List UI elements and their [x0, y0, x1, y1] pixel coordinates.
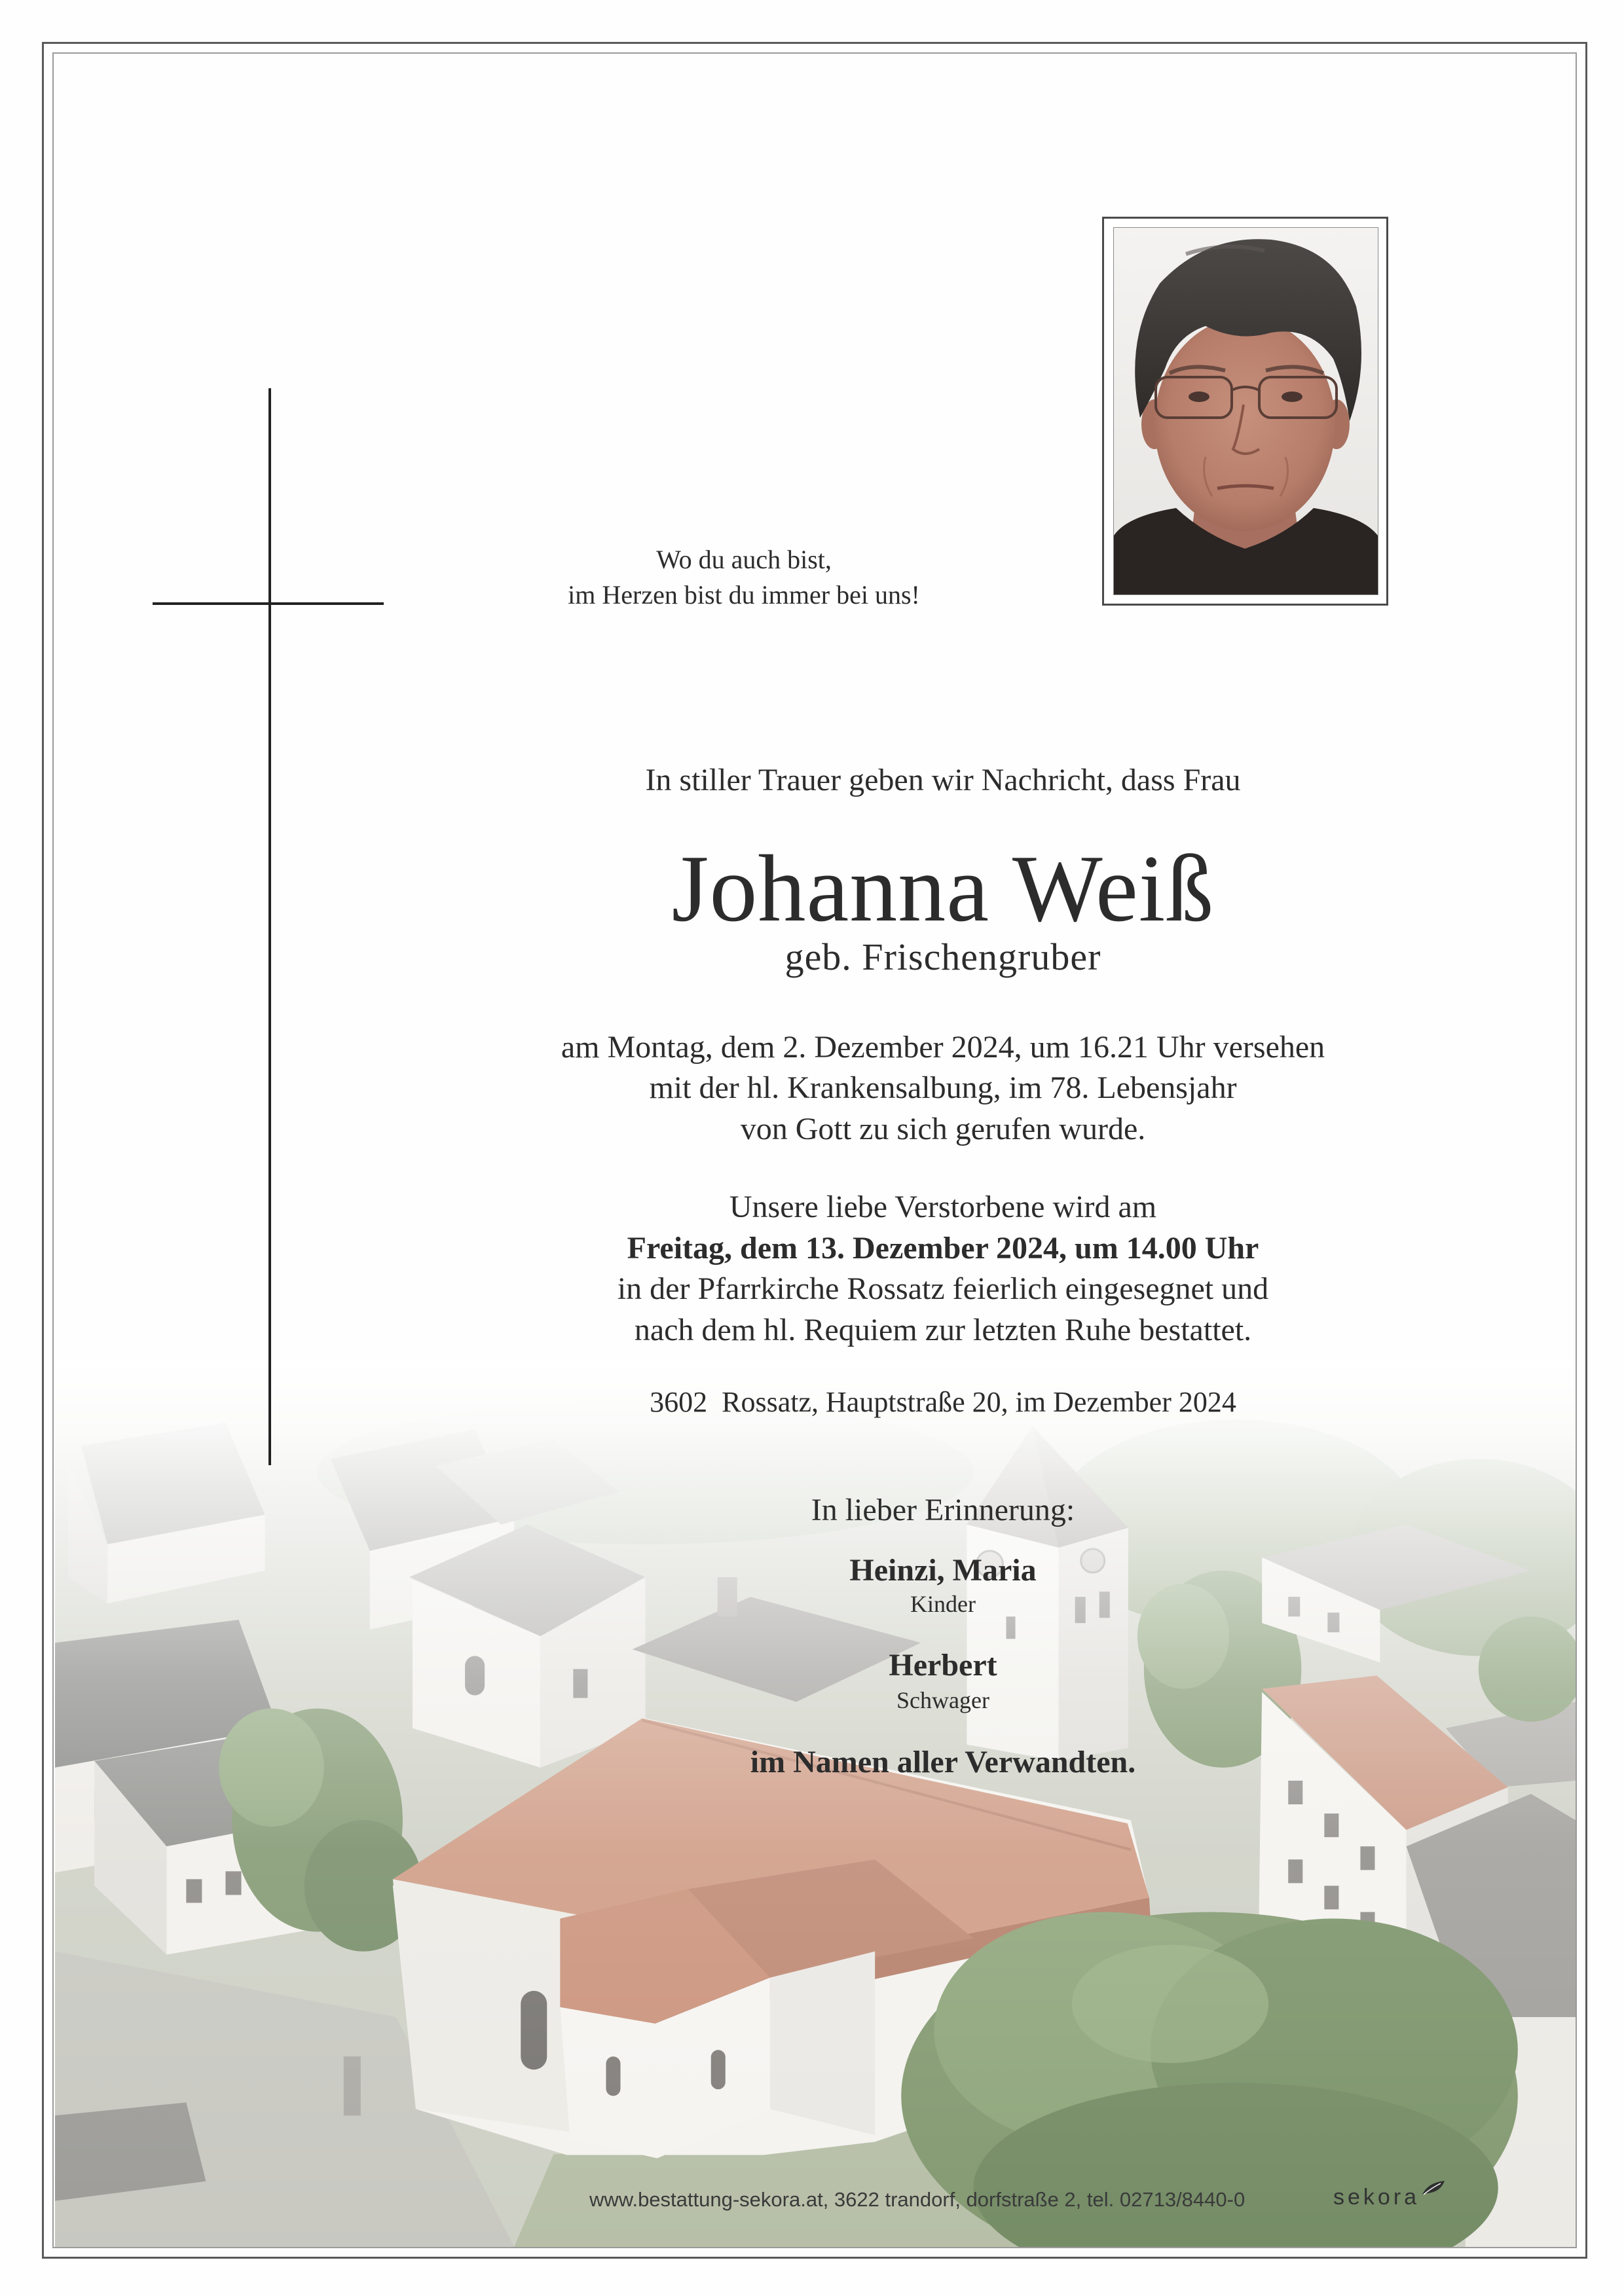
funeral-notice-line: in der Pfarrkirche Rossatz feierlich eingesegnet und	[617, 1271, 1269, 1306]
mourner-names: Herbert	[889, 1648, 997, 1683]
maiden-name: geb. Frischengruber	[784, 936, 1101, 978]
funeral-date-time: Freitag, dem 13. Dezember 2024, um 14.00 Uhr	[627, 1231, 1259, 1266]
mourners-closing: im Namen aller Verwandten.	[750, 1745, 1136, 1779]
quote-line-2: im Herzen bist du immer bei uns!	[568, 580, 920, 610]
funeral-notice-line: nach dem hl. Requiem zur letzten Ruhe bestattet.	[634, 1313, 1252, 1347]
page-frame-inner	[52, 52, 1577, 2248]
funeral-home-contact: www.bestattung-sekora.at, 3622 trandorf, dorfstraße 2, tel. 02713/8440-0	[589, 2188, 1246, 2211]
mourners-heading: In lieber Erinnerung:	[811, 1493, 1075, 1527]
mourner-relation: Kinder	[910, 1591, 976, 1617]
funeral-notice-line: Unsere liebe Verstorbene wird am	[729, 1190, 1157, 1224]
death-notice-line: von Gott zu sich gerufen wurde.	[740, 1112, 1146, 1146]
deceased-name: Johanna Weiß	[671, 835, 1215, 941]
mourner-relation: Schwager	[896, 1687, 989, 1713]
mourner-names: Heinzi, Maria	[849, 1553, 1037, 1588]
death-notice-line: mit der hl. Krankensalbung, im 78. Lebensjahr	[649, 1070, 1237, 1105]
intro-line: In stiller Trauer geben wir Nachricht, dass Frau	[645, 763, 1241, 797]
quote-line-1: Wo du auch bist,	[656, 545, 832, 574]
place-date: 3602 Rossatz, Hauptstraße 20, im Dezember 2024	[650, 1386, 1236, 1418]
death-notice-line: am Montag, dem 2. Dezember 2024, um 16.21 Uhr versehen	[561, 1030, 1325, 1065]
funeral-home-logo: sekora	[1333, 2185, 1420, 2210]
